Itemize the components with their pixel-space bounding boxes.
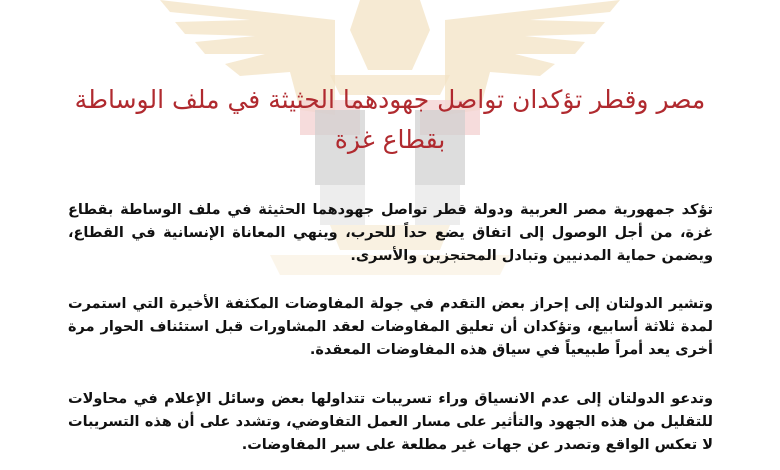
article-title: مصر وقطر تؤكدان تواصل جهودهما الحثيثة في ملف الوساطة بقطاع غزة xyxy=(74,85,706,154)
article-paragraph: وتدعو الدولتان إلى عدم الانسياق وراء تسريبات تتداولها بعض وسائل الإعلام في محاولات للتقليل من هذه الجهود والتأثير على مسار العمل التفاوضي، وتشدد على أن هذه التسريبات لا تعكس الواقع وتصدر عن جهات غير مطلعة على سير المفاوضات. xyxy=(68,391,713,453)
article-paragraph: وتشير الدولتان إلى إحراز بعض التقدم في جولة المفاوضات المكثفة الأخيرة التي استمرت لمدة ثلاثة أسابيع، وتؤكدان أن تعليق المفاوضات لعقد المشاورات قبل استئناف الحوار مرة أخرى يعد أمراً طبيعياً في سياق هذه المفاوضات المعقدة. xyxy=(68,296,713,358)
article-paragraph: تؤكد جمهورية مصر العربية ودولة قطر تواصل جهودهما الحثيثة في ملف الوساطة بقطاع غزة، من أجل الوصول إلى اتفاق يضع حداً للحرب، وينهي المعاناة الإنسانية في القطاع، ويضمن حماية المدنيين وتبادل المحتجزين والأسرى. xyxy=(68,202,713,264)
